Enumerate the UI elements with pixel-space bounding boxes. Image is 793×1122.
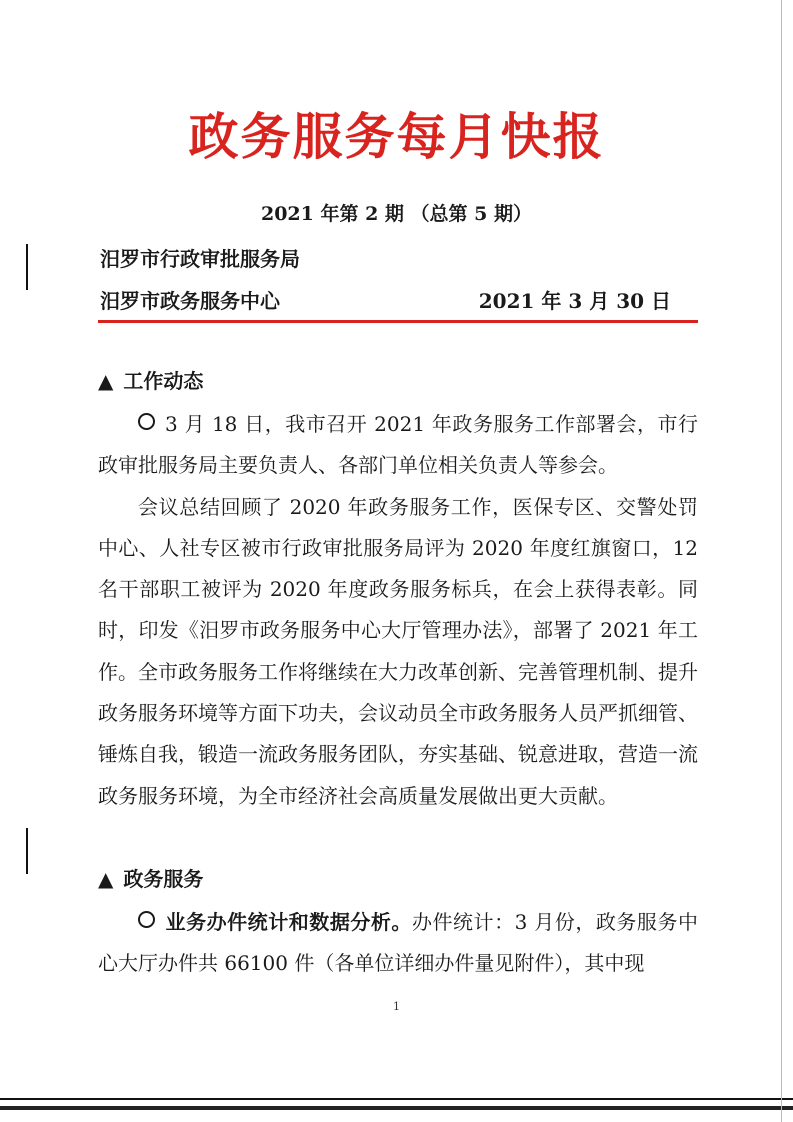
triangle-icon: ▲ [98, 369, 114, 393]
paragraph-lead: 业务办件统计和数据分析。 [165, 910, 412, 934]
scan-edge-line [0, 1106, 793, 1110]
paragraph [98, 902, 698, 985]
section-heading-gov-service [98, 864, 203, 894]
issuing-org-1: 汨罗市行政审批服务局 [100, 247, 300, 271]
section-body-gov-service [98, 902, 698, 985]
paragraph-text: 会议总结回顾了 2020 年政务服务工作，医保专区、交警处罚中心、人社专区被市行政审批服务局评为 2020 年度红旗窗口，12 名干部职工被评为 2020 年度政务服务标兵，在会上获得表彰。同时，印发《汨罗市政务服务中心大厅管理办法》，部署了 2021 年工作。全市政务服务工作将继续在大力改革创新、完善管理机制、提升政务服务环境等方面下功夫，会议动员全市政务服务人员严抓细管、锤炼自我，锻造一流政务服务团队，夯实基础、锐意进取，营造一流政务服务环境，为全市经济社会高质量发展做出更大贡献。 [98, 494, 698, 808]
scan-edge-line [0, 1098, 793, 1100]
section-heading-work-news [98, 366, 203, 396]
section-body-work-news [98, 404, 698, 817]
issue-number: 2021 年第 2 期 （总第 5 期） [260, 203, 532, 225]
scan-edge-line [781, 0, 782, 1122]
scan-binding-mark [26, 244, 28, 290]
triangle-icon: ▲ [98, 867, 114, 891]
circle-icon [138, 413, 155, 430]
paragraph-text: 3 月 18 日，我市召开 2021 年政务服务工作部署会，市行政审批服务局主要负责人、各部门单位相关负责人等参会。 [98, 412, 698, 478]
publish-date: 2021 年 3 月 30 日 [478, 289, 671, 313]
page-number: 1 [393, 1000, 400, 1013]
paragraph [98, 404, 698, 487]
scan-binding-mark [26, 828, 28, 874]
red-divider [98, 320, 698, 323]
circle-icon [138, 911, 155, 928]
masthead-title: 政务服务每月快报 [188, 108, 605, 166]
paragraph [98, 487, 698, 817]
section-heading-label: 政务服务 [123, 867, 204, 891]
issuing-org-2: 汨罗市政务服务中心 [100, 289, 280, 313]
paragraph-text: 办件统计：3 月份，政务服务中心大厅办件共 66100 件（各单位详细办件量见附件），其中现 [98, 910, 698, 976]
section-heading-label: 工作动态 [123, 369, 204, 393]
